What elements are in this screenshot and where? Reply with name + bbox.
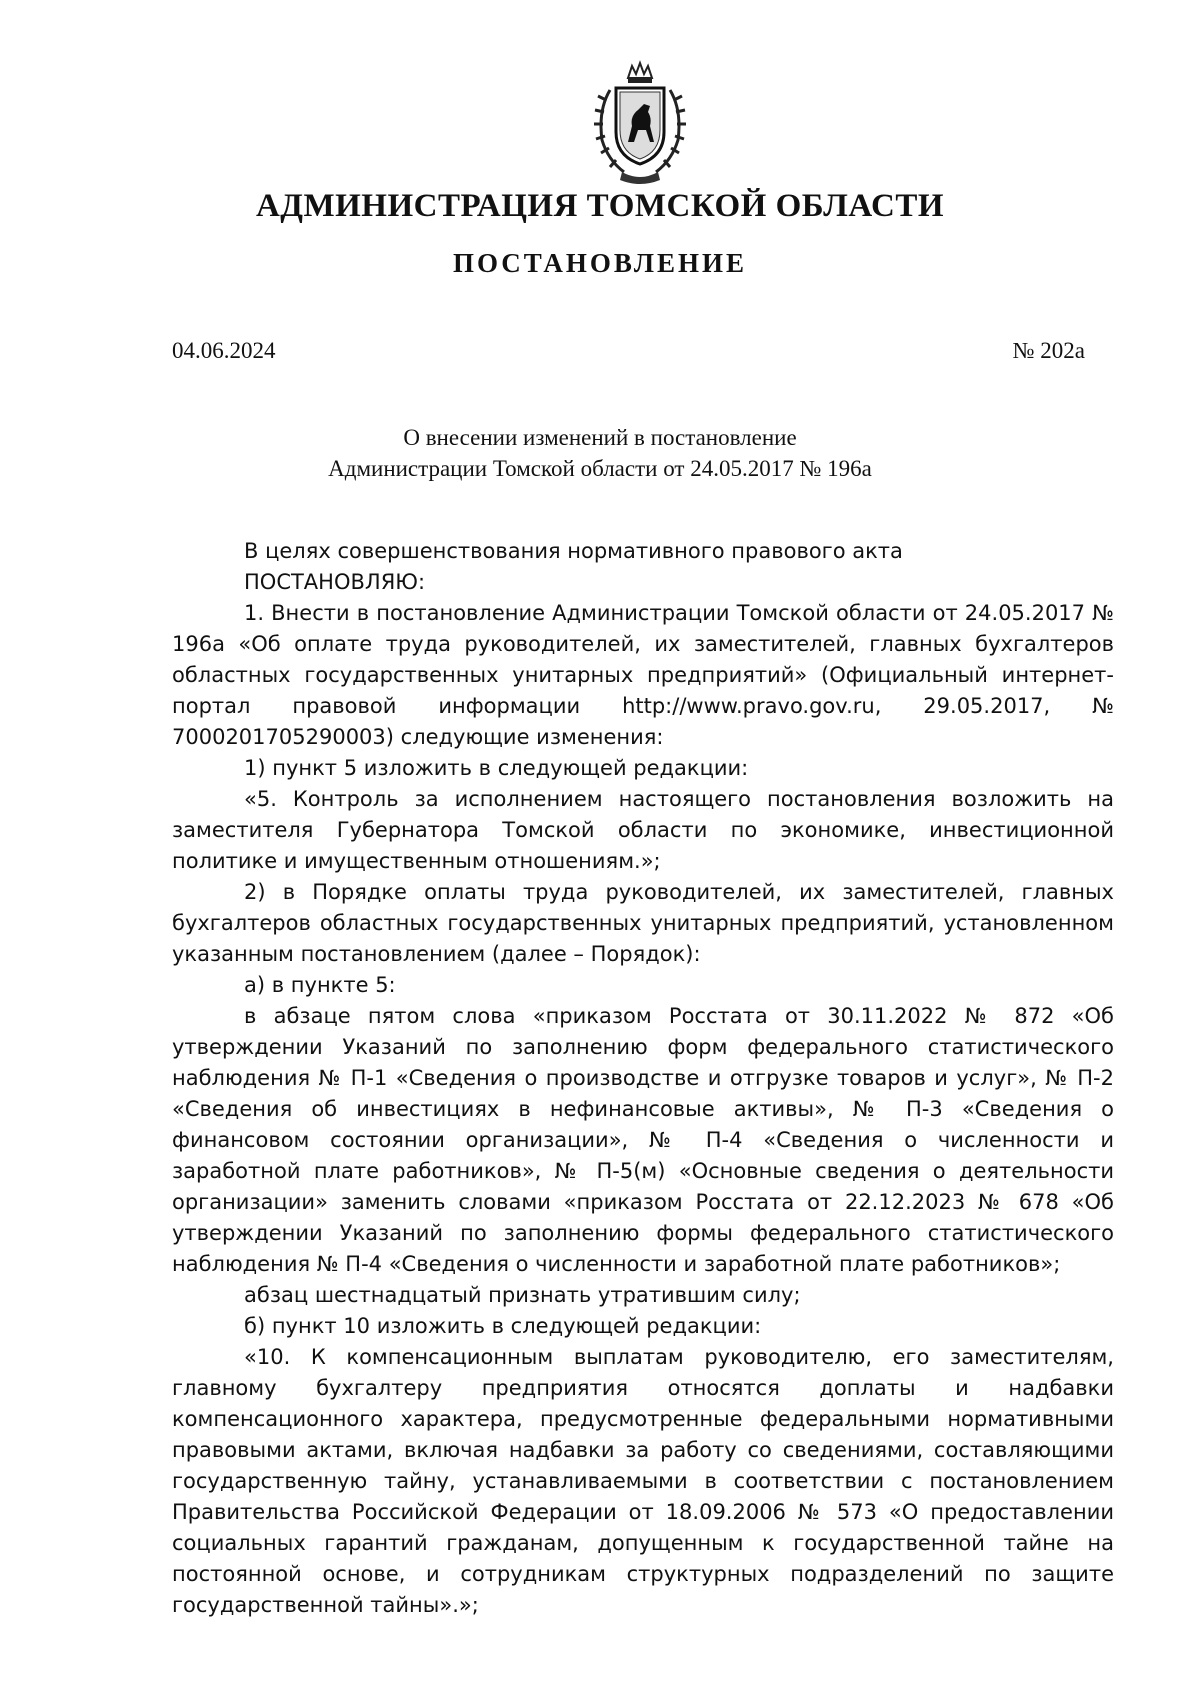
organization-title: АДМИНИСТРАЦИЯ ТОМСКОЙ ОБЛАСТИ: [255, 188, 945, 224]
document-body: [172, 536, 1114, 1621]
paragraph: 1. Внести в постановление Администрации Томской области от 24.05.2017 № 196а «Об оплате труда руководителей, их заместителей, главных бухгалтеров областных государственных унитарных предприятий» (Официальный интернет-портал правовой информации http://www.pravo.gov.ru, 29.05.2017, № 7000201705290003) следующие изменения:: [172, 601, 1114, 749]
paragraph: В целях совершенствования нормативного правового акта: [244, 539, 903, 563]
paragraph: «5. Контроль за исполнением настоящего постановления возложить на заместителя Губернатора Томской области по экономике, инвестиционной политике и имущественным отношениям.»;: [172, 787, 1114, 873]
paragraph: 1) пункт 5 изложить в следующей редакции:: [244, 756, 749, 780]
paragraph: «10. К компенсационным выплатам руководителю, его заместителям, главному бухгалтеру предприятия относятся доплаты и надбавки компенсационного характера, предусмотренные федеральными нормативными правовыми актами, включая надбавки за работу со сведениями, составляющими государственную тайну, устанавливаемыми в соответствии с постановлением Правительства Российской Федерации от 18.09.2006 № 573 «О предоставлении социальных гарантий гражданам, допущенным к государственной тайне на постоянной основе, и сотрудникам структурных подразделений по защите государственной тайны».»;: [172, 1345, 1114, 1617]
paragraph: б) пункт 10 изложить в следующей редакции:: [244, 1314, 762, 1338]
paragraph: в абзаце пятом слова «приказом Росстата от 30.11.2022 № 872 «Об утверждении Указаний по заполнению форм федерального статистического наблюдения № П-1 «Сведения о производстве и отгрузке товаров и услуг», № П-2 «Сведения об инвестициях в нефинансовые активы», № П-3 «Сведения о финансовом состоянии организации», № П-4 «Сведения о численности и заработной плате работников», № П-5(м) «Основные сведения о деятельности организации» заменить словами «приказом Росстата от 22.12.2023 № 678 «Об утверждении Указаний по заполнению формы федерального статистического наблюдения № П-4 «Сведения о численности и заработной плате работников»;: [172, 1004, 1114, 1276]
document-subject: [0, 422, 1200, 484]
document-date: 04.06.2024: [172, 338, 276, 363]
subject-line: О внесении изменений в постановление: [403, 425, 797, 450]
paragraph-decree: ПОСТАНОВЛЯЮ:: [244, 570, 426, 594]
paragraph: абзац шестнадцатый признать утратившим силу;: [244, 1283, 801, 1307]
tomsk-coat-of-arms-icon: [580, 60, 700, 190]
paragraph: 2) в Порядке оплаты труда руководителей, их заместителей, главных бухгалтеров областных государственных унитарных предприятий, установленном указанным постановлением (далее – Порядок):: [172, 880, 1114, 966]
subject-line: Администрации Томской области от 24.05.2017 № 196а: [328, 456, 872, 481]
document-number: № 202а: [1012, 338, 1085, 363]
document-type: ПОСТАНОВЛЕНИЕ: [452, 248, 748, 278]
paragraph: а) в пункте 5:: [244, 973, 396, 997]
